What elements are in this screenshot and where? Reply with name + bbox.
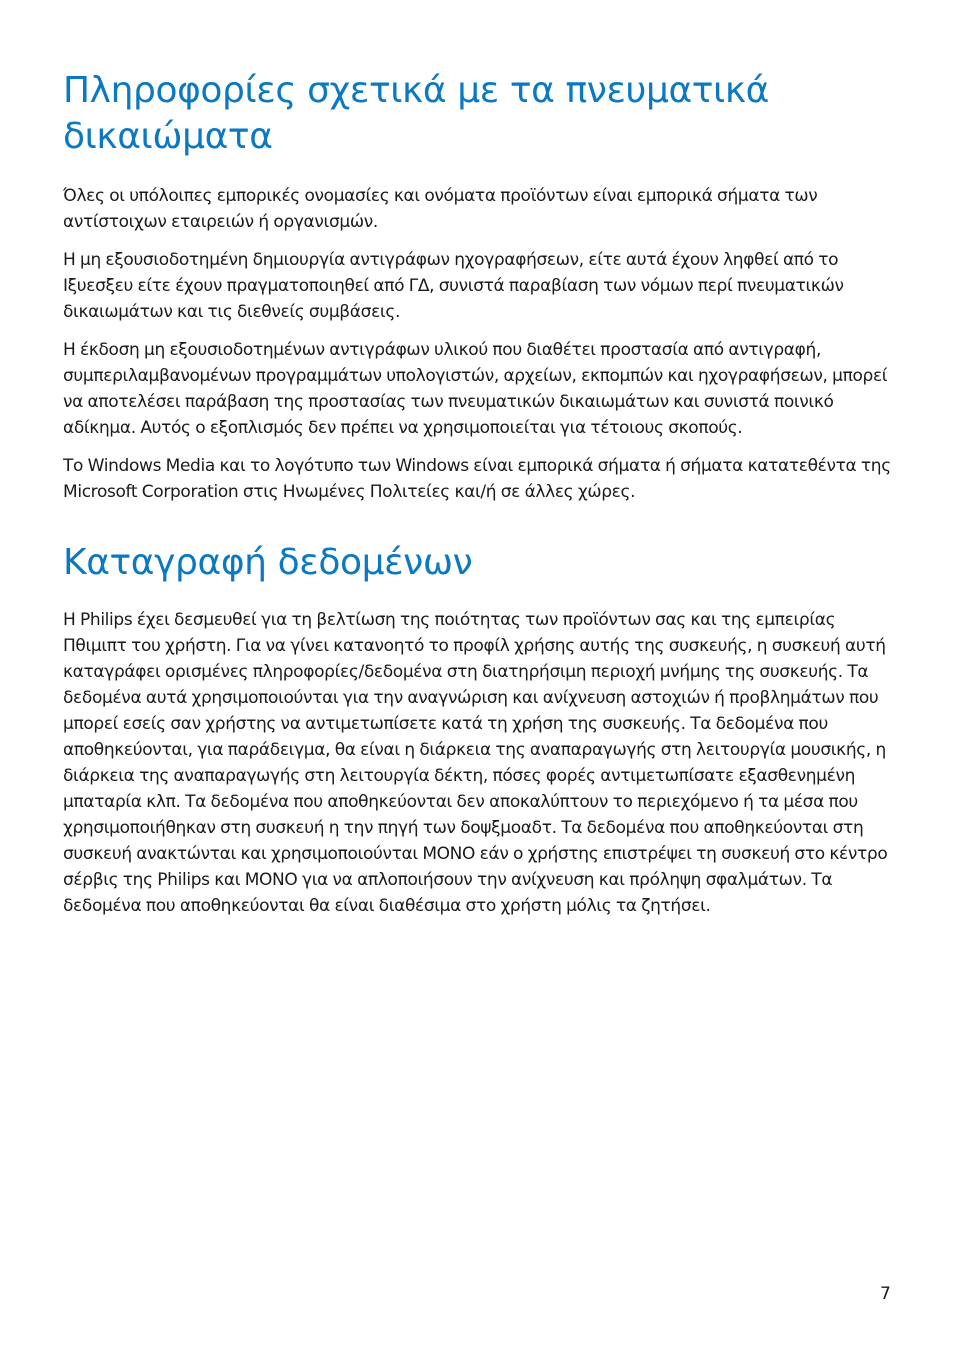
copyright-section-body	[63, 183, 893, 517]
copyright-paragraph-windows-media: Το Windows Media και το λογότυπο των Windows είναι εμπορικά σήματα ή σήματα κατατεθέντα της Microsoft Corporation στις Ηνωμένες Πολιτείες και/ή σε άλλες χώρες.	[63, 456, 891, 502]
data-logging-heading: Καταγραφή δεδομένων	[63, 542, 473, 583]
copyright-heading: Πληροφορίες σχετικά με τα πνευματικά δικαιώματα	[63, 70, 769, 157]
data-logging-section-body	[63, 607, 893, 931]
page-number: 7	[880, 1284, 891, 1304]
copyright-paragraph-recordings: Η μη εξουσιοδοτημένη δημιουργία αντιγράφων ηχογραφήσεων, είτε αυτά έχουν ληφθεί από το Ιξυεσξευ είτε έχουν πραγματοποιηθεί από ΓΔ, συνιστά παραβίαση των νόμων περί πνευματικών δικαιωμάτων και τις διεθνείς συμβάσεις.	[63, 250, 844, 322]
data-logging-paragraph: Η Philips έχει δεσμευθεί για τη βελτίωση της ποιότητας των προϊόντων σας και της εμπειρίας Πθιμιπτ του χρήστη. Για να γίνει κατανοητό το προφίλ χρήσης αυτής της συσκευής, η συσκευή αυτή καταγράφει ορισμένες πληροφορίες/δεδομένα στη διατηρήσιμη περιοχή μνήμης της συσκευής. Τα δεδομένα αυτά χρησιμοποιούνται για την αναγνώριση και ανίχνευση αστοχιών ή προβλημάτων που μπορεί εσείς σαν χρήστης να αντιμετωπίσετε κατά τη χρήση της συσκευής. Τα δεδομένα που αποθηκεύονται, για παράδειγμα, θα είναι η διάρκεια της αναπαραγωγής στη λειτουργία μουσικής, η διάρκεια της αναπαραγωγής στη λειτουργία δέκτη, πόσες φορές αντιμετωπίσατε εξασθενημένη μπαταρία κλπ. Τα δεδομένα που αποθηκεύονται δεν αποκαλύπτουν το περιεχόμενο ή τα μέσα που χρησιμοποιήθηκαν στη συσκευή η την πηγή των δοψξμοαδτ. Τα δεδομένα που αποθηκεύονται στη συσκευή ανακτώνται και χρησιμοποιούνται ΜΟΝΟ εάν ο χρήστης επιστρέψει τη συσκευή στο κέντρο σέρβις της Philips και ΜΟΝΟ για να απλοποιήσουν την ανίχνευση και πρόληψη σφαλμάτων. Τα δεδομένα που αποθηκεύονται θα είναι διαθέσιμα στο χρήστη μόλις τα ζητήσει.	[63, 610, 888, 916]
copyright-paragraph-trademarks: Όλες οι υπόλοιπες εμπορικές ονομασίες και ονόματα προϊόντων είναι εμπορικά σήματα των αντίστοιχων εταιρειών ή οργανισμών.	[63, 186, 818, 232]
copyright-paragraph-copy-protection: Η έκδοση μη εξουσιοδοτημένων αντιγράφων υλικού που διαθέτει προστασία από αντιγραφή, συμπεριλαμβανομένων προγραμμάτων υπολογιστών, αρχείων, εκπομπών και ηχογραφήσεων, μπορεί να αποτελέσει παράβαση της προστασίας των πνευματικών δικαιωμάτων και συνιστά ποινικό αδίκημα. Αυτός ο εξοπλισμός δεν πρέπει να χρησιμοποιείται για τέτοιους σκοπούς.	[63, 340, 888, 438]
